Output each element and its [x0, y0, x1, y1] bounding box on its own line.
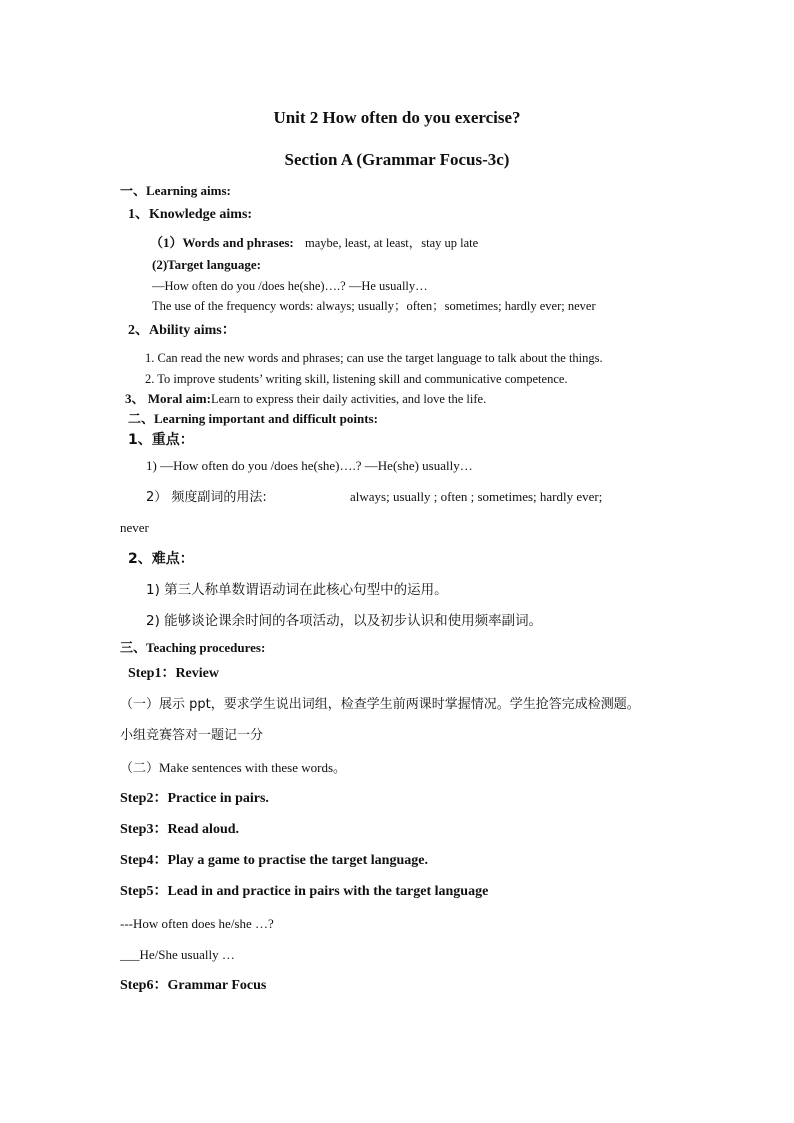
step1-item-2: （二）Make sentences with these words。 — [120, 760, 347, 775]
page-subtitle: Section A (Grammar Focus-3c) — [284, 150, 510, 169]
step1-item-1: （一）展示 ppt，要求学生说出词组，检查学生前两课时掌握情况。学生抢答完成检测题。 — [120, 697, 640, 712]
key-point-2-continued: never — [120, 520, 149, 535]
difficult-points-heading: 2、难点： — [128, 551, 194, 567]
step5-line-2: ___He/She usually … — [120, 947, 235, 962]
target-language-line-1: —How often do you /does he(she)….? —He usually… — [152, 279, 428, 293]
step2-heading: Step2：Practice in pairs. — [120, 791, 269, 806]
key-point-1: 1) —How often do you /does he(she)….? —He(she) usually… — [146, 458, 473, 473]
learning-aims-heading: 一、Learning aims: — [120, 183, 231, 198]
key-point-2-line — [146, 489, 674, 506]
knowledge-aims-heading: 1、Knowledge aims: — [128, 207, 253, 222]
important-points-heading: 二、Learning important and difficult points: — [128, 411, 378, 426]
key-point-2-value: always; usually ; often ; sometimes; hardly ever; — [350, 489, 603, 504]
ability-item-1: 1. Can read the new words and phrases; can use the target language to talk about the things. — [145, 351, 603, 365]
target-language-line-2: The use of the frequency words: always; usually；often；sometimes; hardly ever; never — [152, 299, 596, 313]
step3-heading: Step3：Read aloud. — [120, 822, 240, 837]
moral-aim-label: 3、 Moral aim: — [125, 391, 211, 406]
difficult-point-2: 2) 能够谈论课余时间的各项活动，以及初步认识和使用频率副词。 — [146, 613, 543, 629]
words-phrases-label: （1）Words and phrases: — [150, 235, 294, 250]
ability-item-2: 2. To improve students’ writing skill, listening skill and communicative competence. — [145, 372, 568, 386]
key-point-2-label: 2） 频度副词的用法: — [146, 490, 267, 505]
step1-item-1-continued: 小组竞赛答对一题记一分 — [120, 728, 264, 743]
moral-aim-line — [125, 391, 486, 407]
step1-heading: Step1：Review — [128, 666, 219, 681]
key-points-heading: 1、重点： — [128, 432, 194, 448]
step5-heading: Step5：Lead in and practice in pairs with the target language — [120, 884, 489, 899]
step4-heading: Step4：Play a game to practise the target language. — [120, 853, 428, 868]
words-phrases-line — [150, 235, 478, 251]
teaching-procedures-heading: 三、Teaching procedures: — [120, 640, 266, 655]
step5-line-1: ---How often does he/she …? — [120, 916, 274, 931]
difficult-point-1: 1) 第三人称单数谓语动词在此核心句型中的运用。 — [146, 582, 448, 598]
moral-aim-value: Learn to express their daily activities, and love the life. — [210, 392, 487, 406]
step6-heading: Step6：Grammar Focus — [120, 978, 267, 993]
target-language-label: (2)Target language: — [152, 257, 261, 272]
words-phrases-value: maybe, least, at least，stay up late — [305, 236, 479, 250]
page-title: Unit 2 How often do you exercise? — [273, 108, 521, 127]
ability-aims-heading: 2、Ability aims： — [128, 323, 236, 338]
